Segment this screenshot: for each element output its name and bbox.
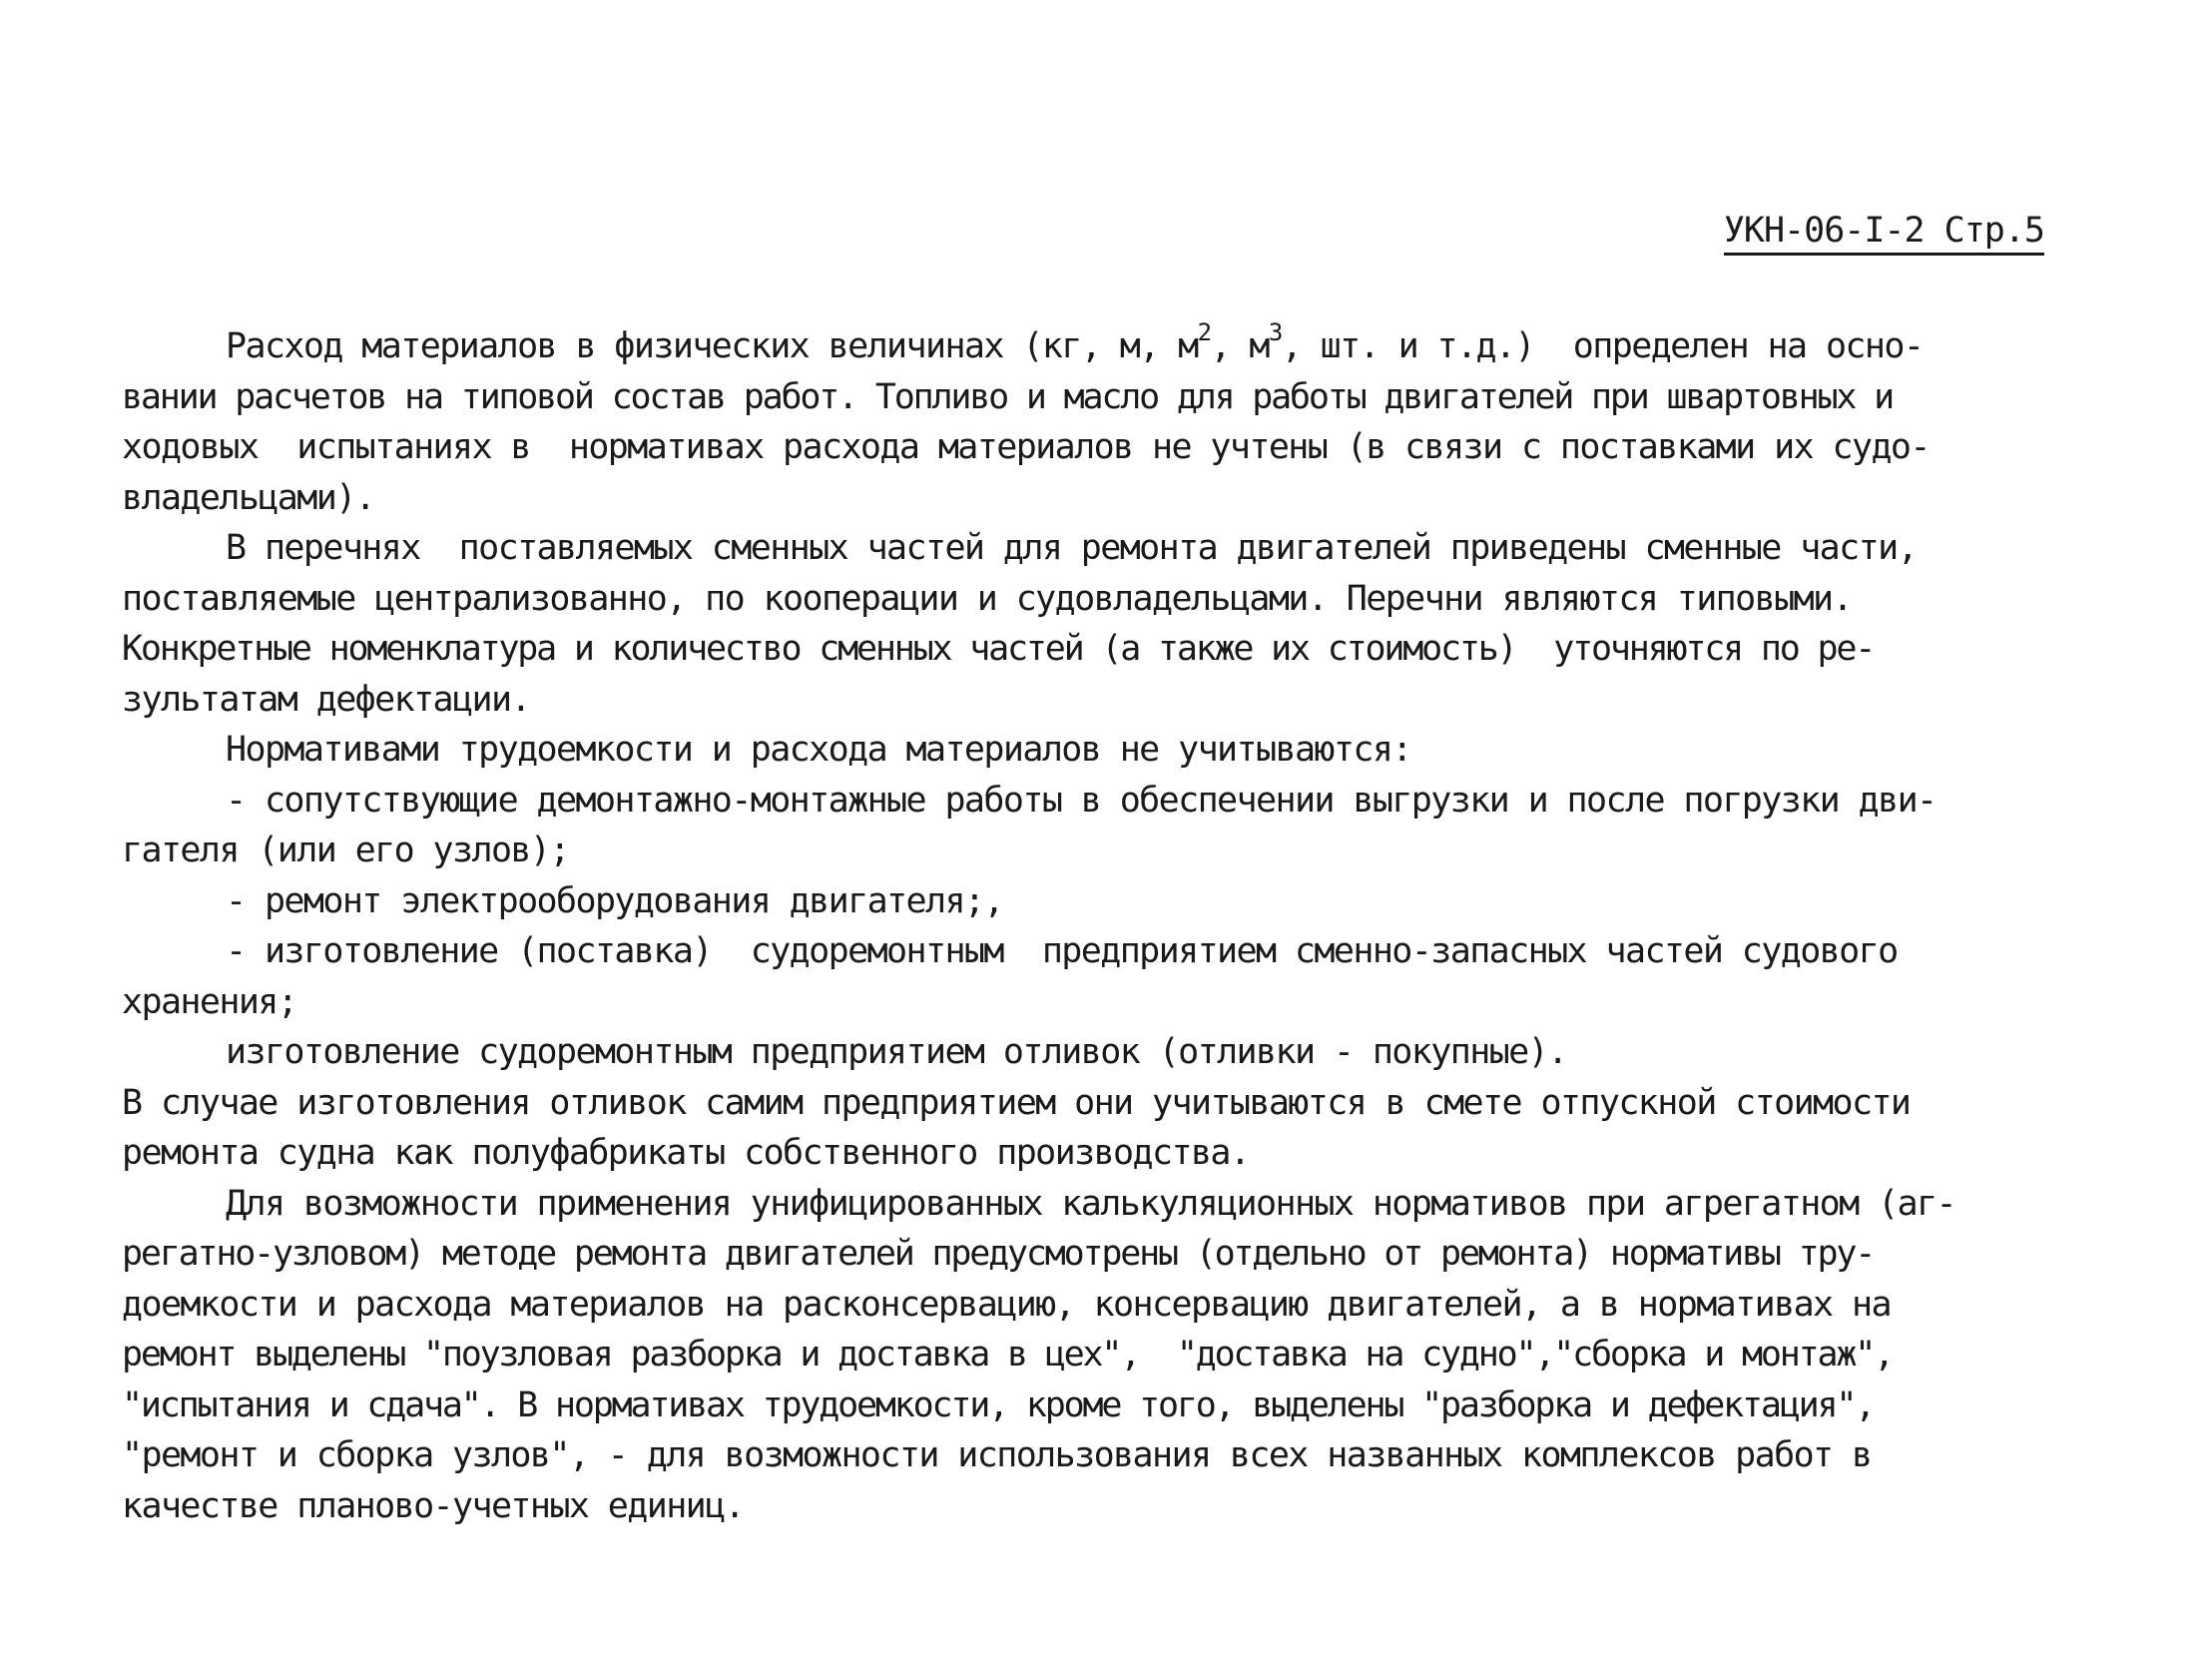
- text-segment: Расход материалов в физических величинах (кг, м, м: [226, 326, 1198, 366]
- paragraph-5-line-6: "ремонт и сборка узлов", - для возможности использования всех названных комплексов работ в: [122, 1435, 1872, 1475]
- superscript-2: 2: [1197, 318, 1211, 347]
- paragraph-3-line-1: Нормативами трудоемкости и расхода материалов не учитываются:: [226, 730, 1411, 770]
- list-item-2-line-1: - ремонт электрооборудования двигателя;,: [226, 880, 1003, 921]
- paragraph-4-line-2: ремонта судна как полуфабрикаты собственного производства.: [122, 1133, 1250, 1173]
- paragraph-2-line-4: зультатам дефектации.: [122, 679, 530, 720]
- paragraph-2-line-3: Конкретные номенклатура и количество сменных частей (а также их стоимость) уточняются по ре-: [122, 629, 1875, 669]
- superscript-3: 3: [1268, 318, 1282, 347]
- paragraph-2-line-2: поставляемые централизованно, по кооперации и судовладельцами. Перечни являются типовыми.: [122, 578, 1852, 619]
- paragraph-5-line-3: доемкости и расхода материалов на расконсервацию, консервацию двигателей, а в нормативах на: [122, 1284, 1891, 1325]
- list-item-1-line-2: гателя (или его узлов);: [122, 830, 569, 870]
- list-item-3-line-2: хранения;: [122, 981, 297, 1022]
- paragraph-2-line-1: В перечнях поставляемых сменных частей для ремонта двигателей приведены сменные части,: [226, 528, 1918, 568]
- list-item-3-line-1: - изготовление (поставка) судоремонтным предприятием сменно-запасных частей судового: [226, 931, 1898, 971]
- paragraph-5-line-2: регатно-узловом) методе ремонта двигателей предусмотрены (отдельно от ремонта) нормативы тру-: [122, 1234, 1875, 1274]
- paragraph-1-line-3: ходовых испытаниях в нормативах расхода материалов не учтены (в связи с поставками их судо-: [122, 427, 1930, 467]
- list-item-1-line-1: - сопутствующие демонтажно-монтажные работы в обеспечении выгрузки и после погрузки дви-: [226, 780, 1936, 821]
- paragraph-1-line-1: [122, 318, 2068, 372]
- document-body: [122, 318, 2068, 1531]
- paragraph-5-line-4: ремонт выделены "поузловая разборка и доставка в цех", "доставка на судно","сборка и монтаж",: [122, 1335, 1893, 1375]
- paragraph-1-line-4: владельцами).: [122, 477, 375, 518]
- paragraph-5-line-1: Для возможности применения унифицированных калькуляционных нормативов при агрегатном (аг-: [226, 1183, 1955, 1224]
- paragraph-4-line-1: В случае изготовления отливок самим предприятием они учитываются в смете отпускной стоимости: [122, 1082, 1911, 1123]
- list-item-4-line-1: изготовление судоремонтным предприятием отливок (отливки - покупные).: [226, 1032, 1567, 1072]
- paragraph-1-line-2: вании расчетов на типовой состав работ. Топливо и масло для работы двигателей при швартовных и: [122, 376, 1893, 417]
- text-segment: , шт. и т.д.) определен на осно-: [1281, 326, 1924, 366]
- paragraph-5-line-5: "испытания и сдача". В нормативах трудоемкости, кроме того, выделены "разборка и дефектация",: [122, 1384, 1875, 1425]
- text-segment: , м: [1210, 326, 1269, 366]
- paragraph-5-line-7: качестве планово-учетных единиц.: [122, 1485, 745, 1526]
- document-reference-header: УКН-06-I-2 Стр.5: [1724, 212, 2044, 256]
